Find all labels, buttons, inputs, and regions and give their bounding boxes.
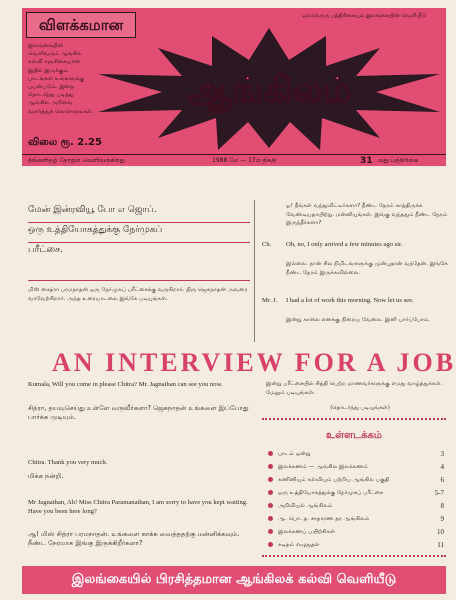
chitra-line-tamil: மிக்க நன்றி. bbox=[28, 472, 64, 480]
right-lower-intro: இன்று பரீட்சையில் சித்தி பெற்ற மாணவர்களுக்கு எமது வாழ்த்துக்கள். மேலும் படியுங்கள். bbox=[266, 381, 443, 396]
dialogue-line: I had a lot of work this morning. Now let us see. bbox=[286, 297, 414, 304]
bullet-icon bbox=[268, 516, 273, 521]
bullet-icon bbox=[268, 464, 273, 469]
contents-item bbox=[262, 500, 446, 512]
contents-item-label: கடிதம் எழுதுதல் bbox=[278, 542, 320, 548]
masthead bbox=[22, 8, 446, 166]
contents-item bbox=[262, 513, 446, 525]
contents-item-label: இலக்கணப் பயிற்சிகள் bbox=[278, 529, 336, 535]
bullet-icon bbox=[268, 503, 273, 508]
jagnathan-line-tamil: ஆ! மிஸ் சித்ரா பரமநாதன். உங்களை காக்க வைத்ததற்கு மன்னிக்கவும். நீண்ட நேரமாக இங்கு இருக்கிறீர்களா? bbox=[28, 530, 240, 547]
bullet-icon bbox=[268, 542, 273, 547]
contents-item-label: பாடம் ஒன்று bbox=[278, 451, 311, 457]
publication-frequency: திங்களிதழ் தோறும் வெளிவருகிறது bbox=[28, 157, 125, 164]
kumala-line: Kumala, Will you come in please Chitra? Mr. Jagnathan can see you now. bbox=[28, 381, 223, 388]
dialogue-intro-tamil: ஓ! நீங்கள் வந்துவிட்டீர்களா? நீண்ட நேரம் காத்திருக்க வேண்டியதாயிற்று. மன்னியுங்கள். இங்கு வந்ததும் நீண்ட நேரம் இருந்தீர்களா? bbox=[286, 203, 448, 227]
article-title-banner: AN INTERVIEW FOR A JOB bbox=[52, 348, 456, 377]
magazine-description: இலங்கையின் வெளிவரும் ஆங்கில கல்வி சஞ்சிகையான இதில் இருக்கும் பாடங்கள் உங்களுக்கு பயன்படும். இதை தொடர்ந்து படித்து ஆங்கில அறிவை வளர்த்துக் கொள்ளுங்கள். bbox=[28, 43, 94, 115]
contents-item-label: இலக்கணம் — ஆங்கில இலக்கணம் bbox=[278, 464, 368, 470]
kumala-line-tamil: சித்ரா, தயவுசெய்து உள்ளே வருவீர்களா? ஜெகநாதன் உங்களை இப்போது பார்க்க முடியும். bbox=[28, 404, 249, 421]
contents-item bbox=[262, 526, 446, 538]
contents-item-page: 11 bbox=[437, 541, 444, 549]
right-lower-note: (தொடர்ந்து படியுங்கள்) bbox=[330, 405, 390, 411]
magazine-title: விளக்கமான bbox=[26, 12, 136, 38]
lede-headline-line-2: ஒரு உத்தியோகத்துக்கு நேர்முகப் bbox=[28, 225, 163, 235]
footer-banner: இலங்கையில் பிரசித்தமான ஆங்கிலக் கல்வி வெளியீடு bbox=[22, 566, 446, 594]
chitra-line: Chitra. Thank you very much. bbox=[28, 459, 108, 466]
lede-headline-line-3: பரீட்சை. bbox=[28, 245, 63, 255]
bullet-icon bbox=[268, 451, 273, 456]
divider bbox=[28, 222, 250, 223]
lede-body: மிஸ் சைத்ரா பரமநாதன் ஒரு நேர்முகப் பரீட்சைக்கு வருகிறார். திரு ஜெகநாதன் அவரை வரவேற்கிறார். அந்த உரையாடலை இங்கே படியுங்கள். bbox=[28, 287, 248, 302]
dialogue-line-tamil: இல்லை. நான் சில நிமிடங்களுக்கு முன்புதான் வந்தேன். இங்கே நீண்ட நேரம் இருக்கவில்லை. bbox=[286, 261, 448, 276]
contents-item bbox=[262, 448, 446, 460]
contents-item-page: 10 bbox=[437, 528, 444, 536]
issue-date: 1988 மே — 17ம் திகதி bbox=[212, 157, 277, 164]
issue-label: வது பத்திரிகை bbox=[378, 157, 418, 164]
starburst-title bbox=[94, 26, 444, 152]
lede-headline bbox=[28, 204, 250, 264]
contents-item-page: 6 bbox=[440, 476, 444, 484]
bullet-icon bbox=[268, 490, 273, 495]
dialogue-chitra bbox=[262, 240, 448, 290]
speaker-label: Mr. J. bbox=[262, 297, 278, 304]
issue-info-bar bbox=[22, 154, 446, 167]
divider bbox=[28, 242, 250, 243]
contents-item-label: ஆ. பொ. த. சாதாரண தர ஆங்கிலம் bbox=[278, 516, 370, 522]
column-divider bbox=[254, 200, 255, 342]
price-label: விலை ரூ. 2.25 bbox=[28, 137, 102, 148]
contents-item-label: கணினியும் கல்வியும் பற்றிய ஆங்கில பகுதி bbox=[278, 477, 390, 483]
jagnathan-line: Mr Jagnathan, Ah! Miss Chitra Paramanathan, I am sorry to have you kept waiting. Have you been here long? bbox=[28, 499, 248, 515]
speaker-label: Ch. bbox=[262, 241, 272, 248]
contents-item-page: 3 bbox=[440, 450, 444, 458]
cover-title: ஆங்கிலம் bbox=[186, 70, 352, 111]
dialogue-line-tamil: இன்று காலை எனக்கு நிறைய வேலை. இனி பார்ப்போம். bbox=[286, 317, 431, 323]
divider bbox=[262, 555, 446, 557]
contents-heading: உள்ளடக்கம் bbox=[326, 430, 382, 441]
contents-item-label: ஒரு உத்தியோகத்துக்கு நேர்முகப் பரீட்சை bbox=[278, 490, 384, 496]
dialogue-line: Oh, no, I only arrived a few minutes ago sir. bbox=[286, 241, 403, 248]
contents-item-label: அறிவியல் ஆங்கிலம் bbox=[278, 503, 333, 509]
contents-item-page: 4 bbox=[440, 463, 444, 471]
bullet-icon bbox=[268, 529, 273, 534]
divider bbox=[28, 280, 250, 281]
masthead-note: ஒவ்வொரு பத்திரிகையும் இலங்கையின் வெளியீடு bbox=[302, 13, 426, 19]
dialogue-jagnathan bbox=[262, 296, 448, 340]
contents-item-page: 8 bbox=[440, 502, 444, 510]
contents-item-page: 9 bbox=[440, 515, 444, 523]
lede-headline-line-1: மேன் இன்ரவியூ போ எ ஜொப். bbox=[28, 205, 157, 215]
contents-item bbox=[262, 461, 446, 473]
contents-item bbox=[262, 474, 446, 486]
contents-item bbox=[262, 487, 446, 499]
divider bbox=[262, 418, 446, 420]
contents-item bbox=[262, 539, 446, 551]
issue-number: 31 bbox=[360, 156, 373, 166]
contents-item-page: 5-7 bbox=[434, 489, 444, 497]
bullet-icon bbox=[268, 477, 273, 482]
